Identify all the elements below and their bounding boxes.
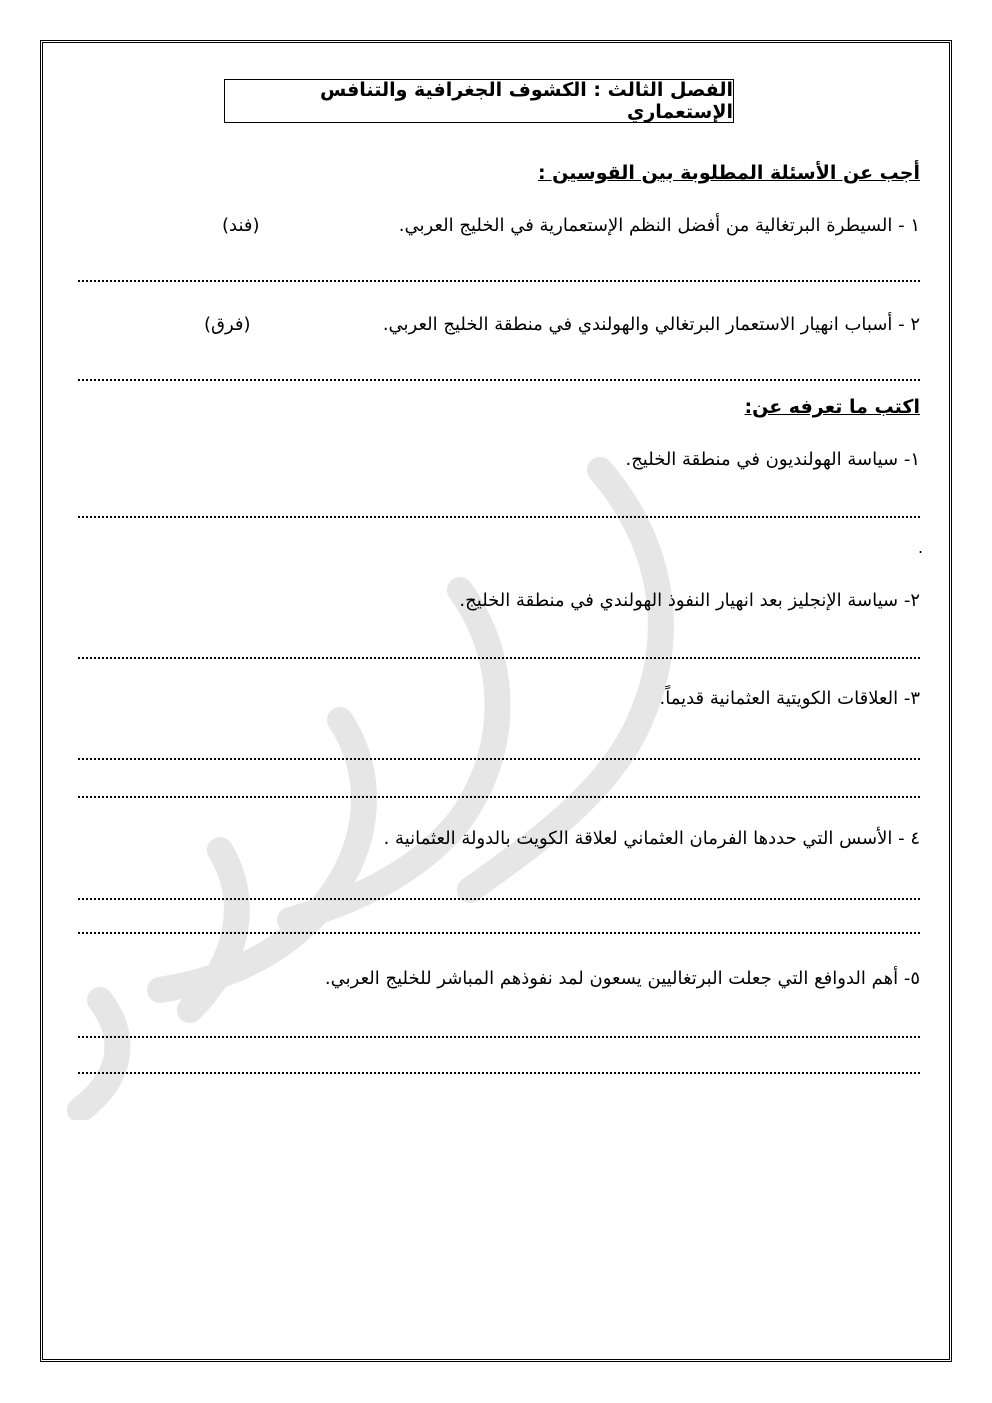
answer-line-q2[interactable] (78, 379, 920, 381)
answer-line-item-1[interactable] (78, 516, 920, 518)
answer-line-item-5b[interactable] (78, 1072, 920, 1074)
question-1: ١ - السيطرة البرتغالية من أفضل النظم الإستعمارية في الخليج العربي. (398, 215, 920, 236)
item-4: ٤ - الأسس التي حددها الفرمان العثماني لعلاقة الكويت بالدولة العثمانية . (383, 828, 920, 849)
answer-line-item-4b[interactable] (78, 932, 920, 934)
item-5: ٥- أهم الدوافع التي جعلت البرتغاليين يسعون لمد نفوذهم المباشر للخليج العربي. (324, 968, 920, 989)
answer-line-q1[interactable] (78, 280, 920, 282)
page-title: الفصل الثالث : الكشوف الجغرافية والتنافس الإستعماري (224, 79, 734, 123)
answer-line-item-2[interactable] (78, 657, 920, 659)
section1-heading: أجب عن الأسئلة المطلوبة بين القوسين : (537, 162, 920, 184)
question-2: ٢ - أسباب انهيار الاستعمار البرتغالي والهولندي في منطقة الخليج العربي. (382, 314, 920, 335)
question-1-tag: (فند) (222, 215, 260, 236)
stray-dot: . (918, 538, 924, 557)
answer-line-item-3b[interactable] (78, 796, 920, 798)
answer-line-item-4a[interactable] (78, 898, 920, 900)
question-2-tag: (فرق) (204, 314, 251, 335)
answer-line-item-5a[interactable] (78, 1036, 920, 1038)
item-2: ٢- سياسة الإنجليز بعد انهيار النفوذ الهولندي في منطقة الخليج. (459, 590, 920, 611)
item-1: ١- سياسة الهولنديون في منطقة الخليج. (625, 449, 920, 470)
item-3: ٣- العلاقات الكويتية العثمانية قديماً. (659, 688, 920, 709)
section2-heading: اكتب ما تعرفه عن: (744, 396, 920, 418)
answer-line-item-3a[interactable] (78, 758, 920, 760)
